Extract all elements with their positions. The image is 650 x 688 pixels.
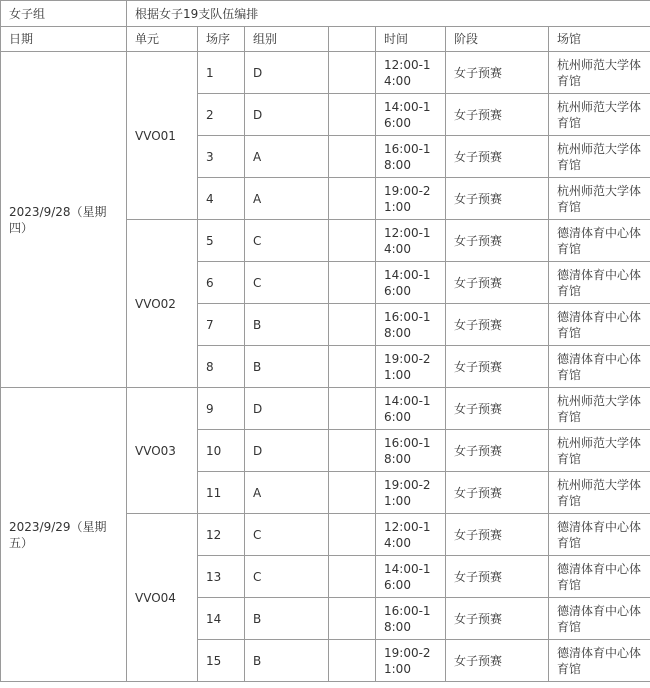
time-cell: 19:00-21:00	[376, 640, 446, 682]
pool-cell: B	[245, 346, 329, 388]
venue-cell: 杭州师范大学体育馆	[549, 178, 650, 220]
blank-cell	[329, 136, 376, 178]
header-unit: 单元	[127, 27, 198, 52]
match-no-cell: 14	[198, 598, 245, 640]
venue-cell: 杭州师范大学体育馆	[549, 136, 650, 178]
venue-cell: 德清体育中心体育馆	[549, 346, 650, 388]
match-no-cell: 15	[198, 640, 245, 682]
unit-cell: VVO02	[127, 220, 198, 388]
match-no-cell: 12	[198, 514, 245, 556]
stage-cell: 女子预赛	[446, 514, 549, 556]
pool-cell: D	[245, 52, 329, 94]
blank-cell	[329, 598, 376, 640]
match-no-cell: 13	[198, 556, 245, 598]
stage-cell: 女子预赛	[446, 598, 549, 640]
blank-cell	[329, 640, 376, 682]
blank-cell	[329, 94, 376, 136]
blank-cell	[329, 52, 376, 94]
time-cell: 16:00-18:00	[376, 598, 446, 640]
time-cell: 14:00-16:00	[376, 556, 446, 598]
match-no-cell: 11	[198, 472, 245, 514]
stage-cell: 女子预赛	[446, 388, 549, 430]
match-no-cell: 6	[198, 262, 245, 304]
time-cell: 12:00-14:00	[376, 220, 446, 262]
venue-cell: 杭州师范大学体育馆	[549, 94, 650, 136]
header-blank	[329, 27, 376, 52]
pool-cell: D	[245, 94, 329, 136]
match-no-cell: 9	[198, 388, 245, 430]
unit-cell: VVO01	[127, 52, 198, 220]
pool-cell: D	[245, 430, 329, 472]
scheduling-note: 根据女子19支队伍编排	[127, 1, 650, 27]
pool-cell: A	[245, 136, 329, 178]
stage-cell: 女子预赛	[446, 262, 549, 304]
venue-cell: 杭州师范大学体育馆	[549, 472, 650, 514]
stage-cell: 女子预赛	[446, 430, 549, 472]
pool-cell: B	[245, 304, 329, 346]
table-row	[1, 388, 650, 430]
header-venue: 场馆	[549, 27, 650, 52]
venue-cell: 杭州师范大学体育馆	[549, 388, 650, 430]
unit-cell: VVO04	[127, 514, 198, 682]
time-cell: 14:00-16:00	[376, 388, 446, 430]
time-cell: 14:00-16:00	[376, 94, 446, 136]
match-no-cell: 8	[198, 346, 245, 388]
time-cell: 19:00-21:00	[376, 346, 446, 388]
unit-cell: VVO03	[127, 388, 198, 514]
time-cell: 16:00-18:00	[376, 430, 446, 472]
time-cell: 19:00-21:00	[376, 472, 446, 514]
pool-cell: A	[245, 472, 329, 514]
pool-cell: C	[245, 262, 329, 304]
pool-cell: B	[245, 640, 329, 682]
blank-cell	[329, 304, 376, 346]
date-cell: 2023/9/28（星期四）	[1, 52, 127, 388]
stage-cell: 女子预赛	[446, 220, 549, 262]
title-row	[1, 1, 650, 27]
venue-cell: 德清体育中心体育馆	[549, 304, 650, 346]
time-cell: 14:00-16:00	[376, 262, 446, 304]
venue-cell: 德清体育中心体育馆	[549, 556, 650, 598]
stage-cell: 女子预赛	[446, 178, 549, 220]
header-pool: 组别	[245, 27, 329, 52]
header-stage: 阶段	[446, 27, 549, 52]
match-no-cell: 2	[198, 94, 245, 136]
venue-cell: 德清体育中心体育馆	[549, 220, 650, 262]
blank-cell	[329, 472, 376, 514]
pool-cell: B	[245, 598, 329, 640]
venue-cell: 德清体育中心体育馆	[549, 514, 650, 556]
time-cell: 12:00-14:00	[376, 514, 446, 556]
match-no-cell: 7	[198, 304, 245, 346]
stage-cell: 女子预赛	[446, 94, 549, 136]
venue-cell: 杭州师范大学体育馆	[549, 430, 650, 472]
header-row	[1, 27, 650, 52]
stage-cell: 女子预赛	[446, 304, 549, 346]
time-cell: 16:00-18:00	[376, 304, 446, 346]
pool-cell: C	[245, 514, 329, 556]
header-date: 日期	[1, 27, 127, 52]
pool-cell: A	[245, 178, 329, 220]
pool-cell: C	[245, 220, 329, 262]
header-time: 时间	[376, 27, 446, 52]
blank-cell	[329, 514, 376, 556]
table-row	[1, 52, 650, 94]
venue-cell: 德清体育中心体育馆	[549, 598, 650, 640]
blank-cell	[329, 388, 376, 430]
match-no-cell: 4	[198, 178, 245, 220]
stage-cell: 女子预赛	[446, 472, 549, 514]
blank-cell	[329, 346, 376, 388]
blank-cell	[329, 430, 376, 472]
blank-cell	[329, 556, 376, 598]
stage-cell: 女子预赛	[446, 640, 549, 682]
stage-cell: 女子预赛	[446, 556, 549, 598]
time-cell: 16:00-18:00	[376, 136, 446, 178]
pool-cell: D	[245, 388, 329, 430]
match-no-cell: 1	[198, 52, 245, 94]
time-cell: 19:00-21:00	[376, 178, 446, 220]
blank-cell	[329, 220, 376, 262]
stage-cell: 女子预赛	[446, 136, 549, 178]
match-no-cell: 5	[198, 220, 245, 262]
header-match-no: 场序	[198, 27, 245, 52]
venue-cell: 杭州师范大学体育馆	[549, 52, 650, 94]
time-cell: 12:00-14:00	[376, 52, 446, 94]
stage-cell: 女子预赛	[446, 52, 549, 94]
blank-cell	[329, 178, 376, 220]
match-no-cell: 10	[198, 430, 245, 472]
pool-cell: C	[245, 556, 329, 598]
group-label: 女子组	[1, 1, 127, 27]
blank-cell	[329, 262, 376, 304]
venue-cell: 德清体育中心体育馆	[549, 262, 650, 304]
date-cell: 2023/9/29（星期五）	[1, 388, 127, 682]
stage-cell: 女子预赛	[446, 346, 549, 388]
match-no-cell: 3	[198, 136, 245, 178]
venue-cell: 德清体育中心体育馆	[549, 640, 650, 682]
